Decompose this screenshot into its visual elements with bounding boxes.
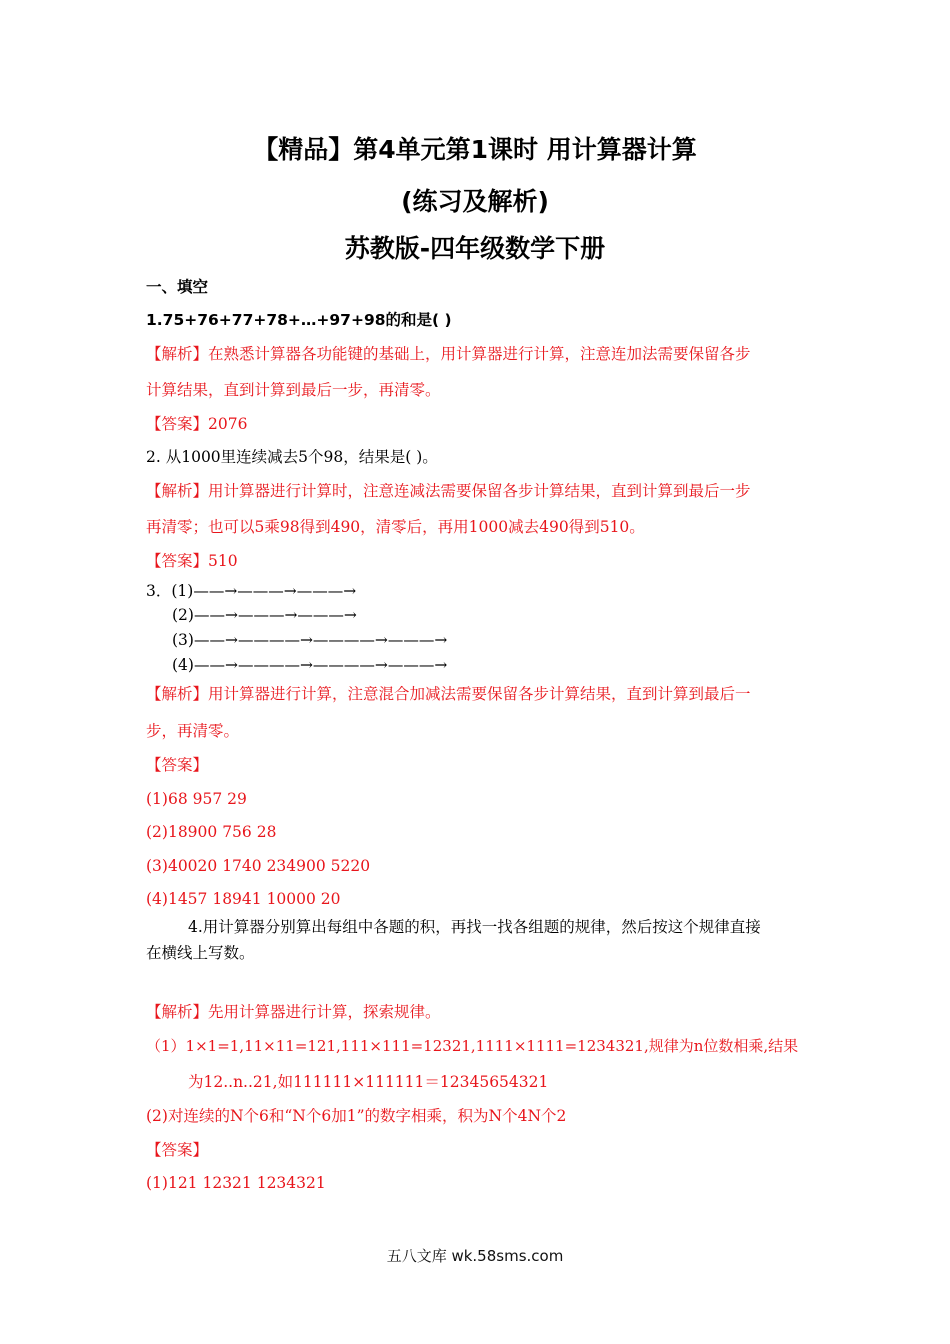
analysis-tag: 【解析】 — [146, 482, 209, 500]
analysis-tag: 【解析】 — [146, 685, 209, 703]
question-3-row-1: 3．(1)——→———→———→ — [146, 582, 357, 600]
question-4: 4.用计算器分别算出每组中各题的积，再找一找各组题的规律，然后按这个规律直接 — [188, 918, 761, 936]
question-3-row-2: (2)——→———→———→ — [172, 606, 357, 624]
q2-answer — [146, 550, 238, 572]
q4-answer-tag: 【答案】 — [146, 1141, 209, 1159]
answer-tag: 【答案】 — [146, 552, 209, 570]
q4-answer-1: (1)121 12321 1234321 — [146, 1174, 326, 1192]
q2-analysis — [146, 480, 751, 502]
analysis-text: 在熟悉计算器各功能键的基础上，用计算器进行计算，注意连加法需要保留各步 — [208, 345, 751, 363]
analysis-text: 先用计算器进行计算，探索规律。 — [208, 1003, 441, 1021]
q3-answer-3: (3)40020 1740 234900 5220 — [146, 857, 371, 875]
analysis-text: 用计算器进行计算时，注意连减法需要保留各步计算结果，直到计算到最后一步 — [208, 482, 751, 500]
question-4-cont: 在横线上写数。 — [146, 944, 255, 962]
question-1: 1.75+76+77+78+…+97+98的和是( ) — [146, 311, 452, 329]
answer-tag: 【答案】 — [146, 415, 209, 433]
answer-value: 510 — [208, 552, 238, 570]
q3-answer-2: (2)18900 756 28 — [146, 823, 277, 841]
section-heading: 一、填空 — [146, 278, 209, 296]
analysis-tag: 【解析】 — [146, 345, 209, 363]
q4-analysis-3: (2)对连续的N个6和“N个6加1”的数字相乘，积为N个4N个2 — [146, 1107, 567, 1125]
footer-watermark: 五八文库 wk.58sms.com — [386, 1247, 564, 1265]
question-2: 2. 从1000里连续减去5个98，结果是( )。 — [146, 448, 438, 466]
q1-answer — [146, 413, 247, 435]
analysis-tag: 【解析】 — [146, 1003, 209, 1021]
analysis-text: 用计算器进行计算，注意混合加减法需要保留各步计算结果，直到计算到最后一 — [208, 685, 751, 703]
q3-analysis — [146, 683, 751, 705]
document-edition: 苏教版-四年级数学下册 — [344, 234, 606, 263]
q3-answer-4: (4)1457 18941 10000 20 — [146, 890, 341, 908]
q3-answer-tag: 【答案】 — [146, 756, 209, 774]
answer-value: 2076 — [208, 415, 248, 433]
q3-answer-1: (1)68 957 29 — [146, 790, 247, 808]
q4-analysis — [146, 1001, 441, 1023]
question-3-row-3: (3)——→————→————→———→ — [172, 631, 448, 649]
q3-analysis-cont: 步，再清零。 — [146, 722, 240, 740]
document-subtitle: (练习及解析) — [401, 187, 549, 216]
q1-analysis — [146, 343, 751, 365]
q4-analysis-2: 为12..n..21,如111111×111111＝12345654321 — [188, 1073, 549, 1091]
q4-analysis-1: （1）1×1=1,11×11=121,111×111=12321,1111×1111=1234321,规律为n位数相乘,结果 — [146, 1037, 799, 1055]
question-3-row-4: (4)——→————→————→———→ — [172, 656, 448, 674]
q1-analysis-cont: 计算结果，直到计算到最后一步，再清零。 — [146, 381, 441, 399]
document-title: 【精品】第4单元第1课时 用计算器计算 — [253, 135, 697, 164]
q2-analysis-cont: 再清零；也可以5乘98得到490，清零后，再用1000减去490得到510。 — [146, 518, 645, 536]
